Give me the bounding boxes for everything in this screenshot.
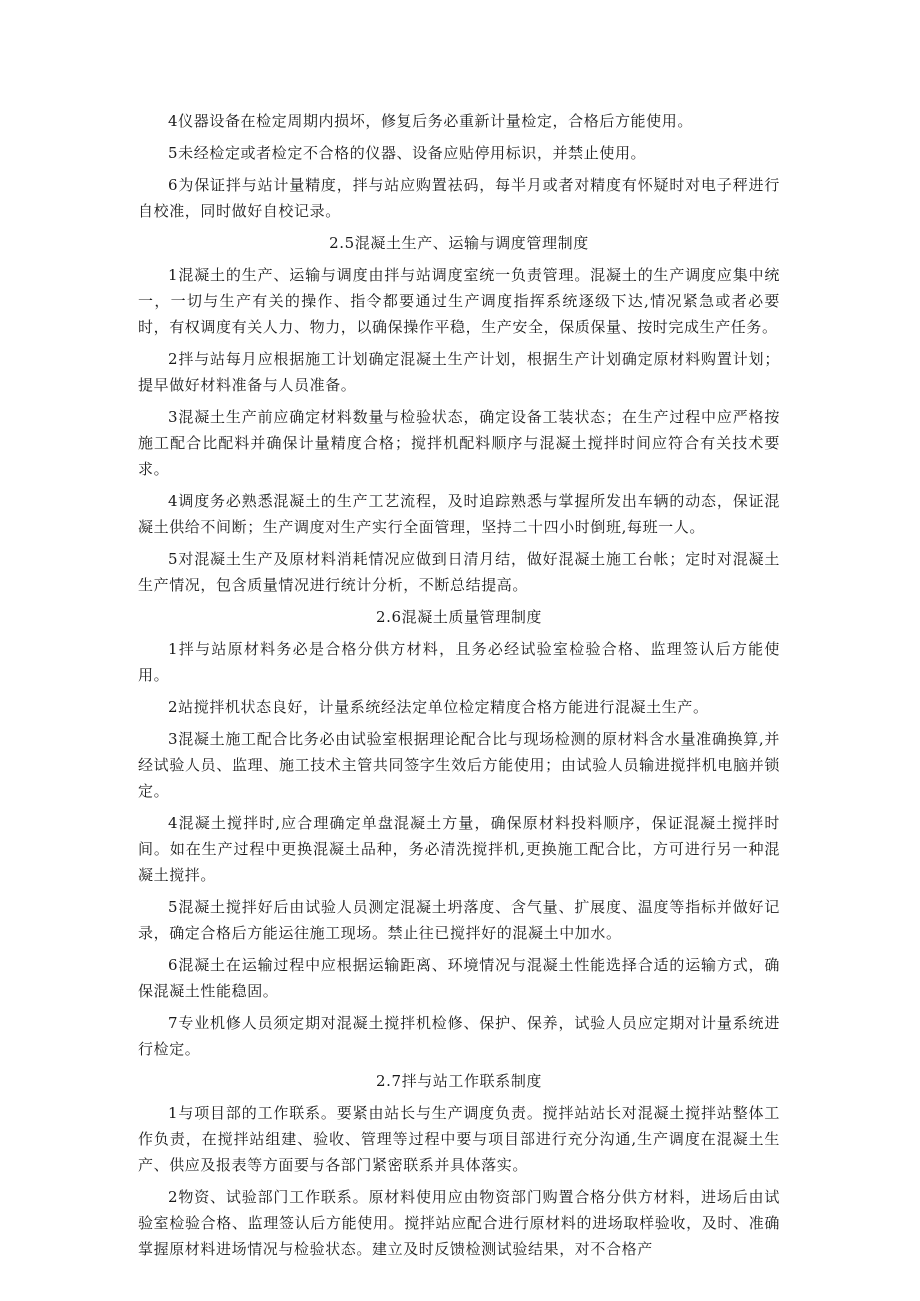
paragraph-calibration-6: 6为保证拌与站计量精度，拌与站应购置祛码，每半月或者对精度有怀疑时对电子秤进行自校准，同时做好自校记录。	[138, 176, 780, 220]
document-page	[138, 108, 780, 1268]
section-2-6-item-7: 7专业机修人员须定期对混凝土搅拌机检修、保护、保养，试验人员应定期对计量系统进行检定。	[138, 1014, 780, 1058]
section-2-6-item-3: 3混凝土施工配合比务必由试验室根据理论配合比与现场检测的原材料含水量准确换算,并经试验人员、监理、施工技术主管共同签字生效后方能使用；由试验人员输进搅拌机电脑并锁定。	[138, 730, 780, 800]
section-2-6-item-6: 6混凝土在运输过程中应根据运输距离、环境情况与混凝土性能选择合适的运输方式，确保混凝土性能稳固。	[138, 956, 780, 1000]
section-2-6-item-2: 2站搅拌机状态良好，计量系统经法定单位检定精度合格方能进行混凝土生产。	[168, 698, 709, 716]
section-2-5-item-4: 4调度务必熟悉混凝土的生产工艺流程，及时追踪熟悉与掌握所发出车辆的动态，保证混凝土供给不间断；生产调度对生产实行全面管理，坚持二十四小时倒班,每班一人。	[138, 492, 780, 536]
section-heading-2-6: 2.6混凝土质量管理制度	[375, 608, 543, 626]
section-2-5-item-2: 2拌与站每月应根据施工计划确定混凝土生产计划，根据生产计划确定原材料购置计划；提早做好材料准备与人员准备。	[138, 350, 780, 394]
paragraph-calibration-5: 5未经检定或者检定不合格的仪器、设备应贴停用标识，并禁止使用。	[168, 144, 647, 162]
paragraph-calibration-4: 4仪器设备在检定周期内损坏，修复后务必重新计量检定，合格后方能使用。	[168, 112, 693, 130]
section-2-5-item-1: 1混凝土的生产、运输与调度由拌与站调度室统一负责管理。混凝土的生产调度应集中统一，一切与生产有关的操作、指令都要通过生产调度指挥系统逐级下达,情况紧急或者必要时，有权调度有关人力、物力，以确保操作平稳，生产安全，保质保量、按时完成生产任务。	[138, 266, 780, 336]
section-2-7-item-2: 2物资、试验部门工作联系。原材料使用应由物资部门购置合格分供方材料，进场后由试验室检验合格、监理签认后方能使用。搅拌站应配合进行原材料的进场取样验收，及时、准确掌握原材料进场情况与检验状态。建立及时反馈检测试验结果，对不合格产	[138, 1188, 780, 1258]
section-2-5-item-5: 5对混凝土生产及原材料消耗情况应做到日清月结，做好混凝土施工台帐；定时对混凝土生产情况，包含质量情况进行统计分析，不断总结提高。	[138, 550, 780, 594]
section-heading-2-7: 2.7拌与站工作联系制度	[375, 1072, 543, 1090]
section-heading-2-5: 2.5混凝土生产、运输与调度管理制度	[329, 234, 589, 252]
section-2-5-item-3: 3混凝土生产前应确定材料数量与检验状态，确定设备工装状态；在生产过程中应严格按施工配合比配料并确保计量精度合格；搅拌机配料顺序与混凝土搅拌时间应符合有关技术要求。	[138, 408, 780, 478]
section-2-6-item-1: 1拌与站原材料务必是合格分供方材料，且务必经试验室检验合格、监理签认后方能使用。	[138, 640, 780, 684]
section-2-6-item-5: 5混凝土搅拌好后由试验人员测定混凝土坍落度、含气量、扩展度、温度等指标并做好记录，确定合格后方能运往施工现场。禁止往已搅拌好的混凝土中加水。	[138, 898, 780, 942]
section-2-7-item-1: 1与项目部的工作联系。要紧由站长与生产调度负责。搅拌站站长对混凝土搅拌站整体工作负责，在搅拌站组建、验收、管理等过程中要与项目部进行充分沟通,生产调度在混凝土生产、供应及报表等方面要与各部门紧密联系并具体落实。	[138, 1104, 780, 1174]
section-2-6-item-4: 4混凝土搅拌时,应合理确定单盘混凝土方量，确保原材料投料顺序，保证混凝土搅拌时间。如在生产过程中更换混凝土品种，务必清洗搅拌机,更换施工配合比，方可进行另一种混凝土搅拌。	[138, 814, 780, 884]
